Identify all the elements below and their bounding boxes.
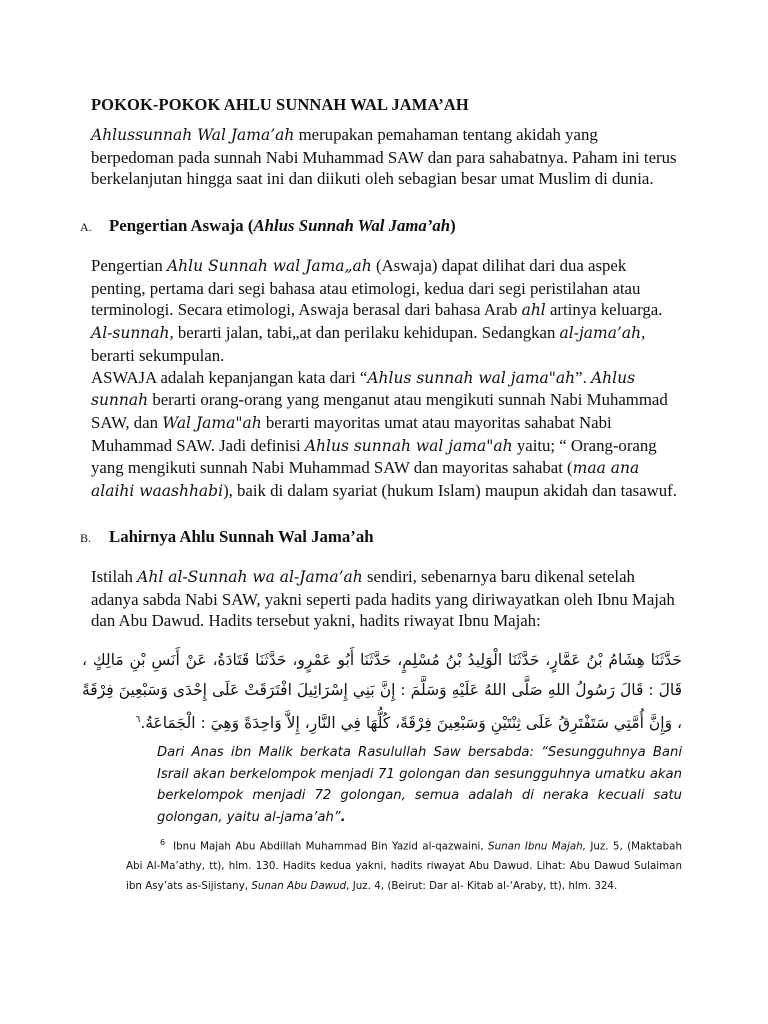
arabic-hadith-text: حَدَّثَنَا هِشَامُ بْنُ عَمَّارٍ، حَدَّثَنَا الْوَلِيدُ بْنُ مُسْلِمٍ، حَدَّثَنَا أَبُو عَمْرٍو، حَدَّثَنَا قَتَادَةُ، عَنْ أَنَسِ بْنِ مَالِكٍ ، قَالَ : قَالَ رَسُولُ اللهِ صَلَّى اللهُ عَلَيْهِ وَسَلَّمَ : إِنَّ بَنِي إِسْرَائِيلَ افْتَرَقَتْ عَلَى إِحْدَى وَسَبْعِينَ فِرْقَةً ، وَإِنَّ أُمَّتِي سَتَفْتَرِقُ عَلَى ثِنْتَيْنِ وَسَبْعِينَ فِرْقَةً، كُلُّهَا فِي النَّارِ، إِلاَّ وَاحِدَةً وَهِيَ : الْجَمَاعَةُ. xyxy=(82,651,682,733)
footnote-number: 6 xyxy=(160,838,166,847)
term-run: Ahlu Sunnah wal Jama„ah xyxy=(166,257,372,275)
text-run: , berarti sekumpulan. xyxy=(91,323,646,365)
intro-paragraph xyxy=(91,124,681,190)
footnote xyxy=(126,833,682,896)
footnote-title: Sunan Abu Dawud xyxy=(251,880,347,893)
page-title: POKOK-POKOK AHLU SUNNAH WAL JAMA’AH xyxy=(91,95,469,114)
intro-term: Ahlussunnah Wal Jama’ah xyxy=(91,126,295,144)
section-a-heading xyxy=(80,216,456,236)
footnote-text: Juz. 5, (Maktabah Abi Al-Ma’athy, tt), hlm. 130. Hadits kedua yakni, hadits riwayat Abu Dawud. Lihat: Abu Dawud Sulaiman ibn Asy’ats as-Sijistany, xyxy=(126,840,682,893)
section-a-letter: A. xyxy=(80,220,92,234)
text-run: (Aswaja) dapat dilihat dari dua aspek penting, pertama dari segi bahasa atau etimologi, kedua dari segi peristilahan atau terminologi. Secara etimologi, Aswaja berasal dari bahasa Arab xyxy=(91,256,641,320)
section-a-title-prefix: Pengertian Aswaja ( xyxy=(109,216,254,235)
term-run: Ahl al-Sunnah wa al-Jama’ah xyxy=(137,568,363,586)
term-run: Ahlus sunnah xyxy=(91,368,636,410)
term-run: Wal Jama"ah xyxy=(162,413,262,432)
footnote-text: , Juz. 4, (Beirut: Dar al- Kitab al-‘Araby, tt), hlm. 324. xyxy=(346,880,618,893)
section-b-title: Lahirnya Ahlu Sunnah Wal Jama’ah xyxy=(109,527,374,546)
section-b-paragraph xyxy=(91,566,681,632)
section-a-title xyxy=(109,216,456,236)
footnote-reference: ٦ xyxy=(135,715,141,725)
hadith-translation xyxy=(157,742,682,828)
footnote-text: Ibnu Majah Abu Abdillah Muhammad Bin Yazid al-qazwaini, xyxy=(173,840,489,853)
term-run: Ahlus sunnah wal jama"ah xyxy=(304,436,513,455)
term-run: maa ana alaihi waashhabi xyxy=(91,459,640,501)
text-run: yaitu; “ Orang-orang yang mengikuti sunnah Nabi Muhammad SAW dan mayoritas sahabat ( xyxy=(91,435,657,478)
term-run: Ahlus sunnah wal jama"ah xyxy=(367,368,576,387)
footnote-title: Sunan Ibnu Majah, xyxy=(488,840,586,853)
text-run: ASWAJA adalah kepanjangan kata dari “ xyxy=(91,367,368,387)
arabic-hadith xyxy=(82,645,682,738)
term-run: Al-sunnah xyxy=(91,324,170,343)
text-run: ”. xyxy=(575,367,591,387)
translation-text: Dari Anas ibn Malik berkata Rasulullah Saw bersabda: “Sesungguhnya Bani Israil akan berkelompok menjadi 71 golongan dan sesungguhnya umatku akan berkelompok menjadi 72 golongan, semua adalah di neraka kecuali satu golongan, yaitu al-jama’ah” xyxy=(157,745,682,825)
text-run: berarti mayoritas umat atau mayoritas sahabat Nabi Muhammad SAW. Jadi definisi xyxy=(91,412,612,455)
section-b-heading xyxy=(80,527,374,547)
text-run: Istilah xyxy=(91,567,138,586)
text-run: berarti orang-orang yang menganut atau mengikuti sunnah Nabi Muhammad SAW, dan xyxy=(91,390,668,432)
intro-text: merupakan pemahaman tentang akidah yang berpedoman pada sunnah Nabi Muhammad SAW dan para sahabatnya. Paham ini terus berkelanjutan hingga saat ini dan diikuti oleh sebagian besar umat Muslim di dunia. xyxy=(91,125,677,189)
section-a-title-suffix: ) xyxy=(450,216,456,235)
section-a-paragraph xyxy=(91,255,681,503)
text-run: Pengertian xyxy=(91,256,167,275)
section-a-title-term: Ahlus Sunnah Wal Jama’ah xyxy=(253,216,451,235)
term-run: al-jama’ah xyxy=(559,324,642,343)
text-run: , berarti jalan, tabi„at dan perilaku kehidupan. Sedangkan xyxy=(169,323,560,343)
text-run: sendiri, sebenarnya baru dikenal setelah adanya sabda Nabi SAW, yakni seperti pada hadits yang diriwayatkan oleh Ibnu Majah dan Abu Dawud. Hadits tersebut yakni, hadits riwayat Ibnu Majah: xyxy=(91,567,675,631)
term-run: ahl xyxy=(521,301,546,320)
section-b-letter: B. xyxy=(80,531,92,545)
translation-end: . xyxy=(340,809,346,825)
text-run: ), baik di dalam syariat (hukum Islam) maupun akidah dan tasawuf. xyxy=(223,481,677,501)
text-run: artinya keluarga. xyxy=(545,300,663,320)
